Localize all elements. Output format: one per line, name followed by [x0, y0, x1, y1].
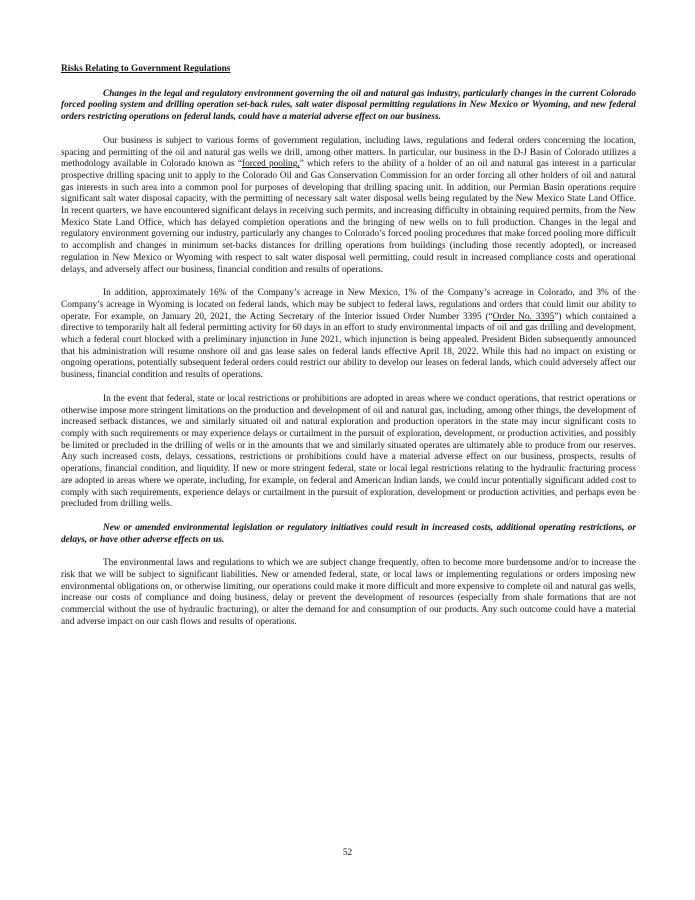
paragraph-text: Our business is subject to various forms of government regulation, including laws, regulations and federal orders concerning the location, spacing and permitting of the oil and natural gas wells we drill, among other matters. In particular, our business in the D-J Basin of Colorado utilizes a methodology available in Colorado known as “ [61, 135, 636, 170]
section-title: Risks Relating to Government Regulations [61, 64, 231, 74]
document-body [61, 64, 636, 641]
paragraph-forced-pooling [61, 136, 636, 276]
paragraph-text: ” which refers to the ability of a holder of an oil and natural gas interest in a particular prospective drilling spacing unit to apply to the Colorado Oil and Gas Conservation Commission for an order forcing all other holders of oil and natural gas interests in such area into a common pool for purposes of developing that drilling spacing unit. In addition, our Permian Basin operations require significant salt water disposal capacity, with the permitting of necessary salt water disposal wells being regulated by the New Mexico State Land Office. In recent quarters, we have encountered significant delays in receiving such permits, and increasing difficulty in obtaining required permits, from the New Mexico State Land Office, which has delayed completion operations and the bringing of new wells on to full production. Changes in the legal and regulatory environment governing our industry, particularly any changes to Colorado’s forced pooling procedures that make forced pooling more difficult to accomplish and changes in minimum set-backs distances for drilling operations from buildings (including those recently adopted), or increased regulation in New Mexico or Wyoming with respect to salt water disposal well permitting, could result in increased compliance costs and operational delays, and adversely affect our business, financial condition and results of operations. [61, 159, 636, 275]
order-3395-term: Order No. 3395 [492, 311, 555, 322]
forced-pooling-term: forced pooling, [241, 159, 300, 170]
risk-factor-heading-environmental: New or amended environmental legislation or regulatory initiatives could result in increased costs, additional operating restrictions, or delays, or have other adverse effects on us. [61, 522, 636, 545]
risk-factor-heading-regulatory: Changes in the legal and regulatory environment governing the oil and natural gas industry, particularly changes in the current Colorado forced pooling system and drilling operation set-back rules, salt water disposal permitting regulations in New Mexico or Wyoming, and new federal orders restricting operations on federal lands, could have a material adverse effect on our business. [61, 88, 636, 123]
paragraph-restrictions: In the event that federal, state or local restrictions or prohibitions are adopted in areas where we conduct operations, that restrict operations or otherwise impose more stringent limitations on the production and development of oil and natural gas, including, among other things, the development of increased setback distances, we and similarly situated oil and natural exploration and production operators in the state may incur significant costs to comply with such requirements or may experience delays or curtailment in the pursuit of exploration, development, or production activities, and possibly be limited or precluded in the drilling of wells or in the amounts that we and similarly situated operates are ultimately able to produce from our reserves. Any such increased costs, delays, cessations, restrictions or prohibitions could have a material adverse effect on our business, prospects, results of operations, financial condition, and liquidity. If new or more stringent federal, state or local legal restrictions relating to the hydraulic fracturing process are adopted in areas where we operate, including, for example, on federal and American Indian lands, we could incur potentially significant added cost to comply with such requirements, experience delays or curtailment in the pursuit of exploration, development or production activities, and perhaps even be precluded from drilling wells. [61, 393, 636, 510]
paragraph-text: ”) which contained a directive to temporarily halt all federal permitting activity for 60 days in an effort to study environmental impacts of oil and gas drilling and development, which a federal court blocked with a preliminary injunction in June 2021, which injunction is being appealed. President Biden subsequently announced that his administration will resume onshore oil and gas lease sales on federal lands effective April 18, 2022. While this had no impact on existing or ongoing operations, potentially subsequent federal orders could restrict our ability to develop our leases on federal lands, which could adversely affect our business, financial condition and results of operations. [61, 311, 636, 381]
paragraph-federal-lands [61, 288, 636, 382]
paragraph-environmental-laws: The environmental laws and regulations to which we are subject change frequently, often to become more burdensome and/or to increase the risk that we will be subject to significant liabilities. New or amended federal, state, or local laws or implementing regulations or orders imposing new environmental obligations on, or otherwise limiting, our operations could make it more difficult and more expensive to complete oil and natural gas wells, increase our costs of compliance and doing business, delay or prevent the development of resources (especially from shale formations that are not commercial without the use of hydraulic fracturing), or alter the demand for and consumption of our products. Any such outcome could have a material and adverse impact on our cash flows and results of operations. [61, 558, 636, 627]
page-number: 52 [342, 848, 353, 858]
paragraph-text: In addition, approximately 16% of the Company’s acreage in New Mexico, 1% of the Company’s acreage in Colorado, and 3% of the Company’s acreage in Wyoming is located on federal lands, which may be subject to federal laws, regulations and orders that could limit our ability to operate. For example, on January 20, 2021, the Acting Secretary of the Interior issued Order Number 3395 (“ [61, 288, 636, 322]
